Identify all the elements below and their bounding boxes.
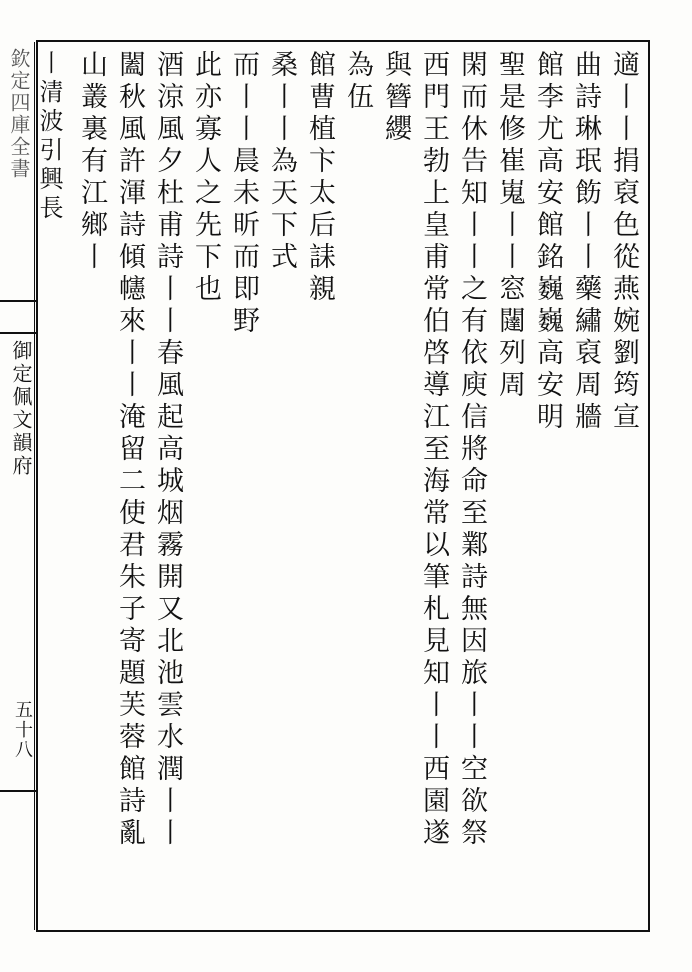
text-column-14: 闔秋風許渾詩傾幰來丨丨淹留二使君朱子寄題芙蓉館詩亂	[114, 50, 145, 850]
text-column-7: 與簪纓	[380, 50, 411, 146]
text-column-12: 此亦寡人之先下也	[190, 50, 221, 306]
text-column-16: 丨清波引興長	[35, 50, 63, 224]
page-number: 五十八	[12, 700, 33, 760]
text-column-10: 桑丨丨為天下式	[266, 50, 297, 274]
frame-bottom-border	[36, 930, 650, 932]
text-column-8: 為伍	[342, 50, 373, 114]
text-column-1: 適丨丨捐裒色從燕婉劉筠宣	[608, 50, 639, 434]
margin-title: 御定佩文韻府	[9, 340, 33, 478]
text-column-5: 閑而休告知丨丨之有依庾信將命至鄴詩無因旅丨丨空欲祭	[456, 50, 487, 850]
text-column-2: 曲詩琳珉飭丨丨藥繡裒周牆	[570, 50, 601, 434]
text-column-6: 西門王勃上皇甫常伯啓導江至海常以筆札見知丨丨西園遂	[418, 50, 449, 850]
fish-tail-mark	[0, 300, 36, 334]
text-column-9: 館曹植卞太后誄親	[304, 50, 335, 306]
text-column-11: 而丨丨晨未昕而即野	[228, 50, 259, 338]
text-column-4: 聖是修崔嵬丨丨窓闥列周	[494, 50, 525, 402]
frame-right-border	[648, 40, 650, 932]
text-column-15: 山叢裏有江鄉丨	[76, 50, 107, 274]
margin-tick-mark	[0, 790, 36, 792]
text-column-13: 酒涼風夕杜甫詩丨丨春風起高城烟霧開又北池雲水潤丨丨	[152, 50, 183, 850]
text-column-3: 館李尤高安館銘巍巍高安明	[532, 50, 563, 434]
frame-top-border	[36, 40, 650, 42]
margin-book-name: 欽定四庫全書	[7, 48, 31, 180]
